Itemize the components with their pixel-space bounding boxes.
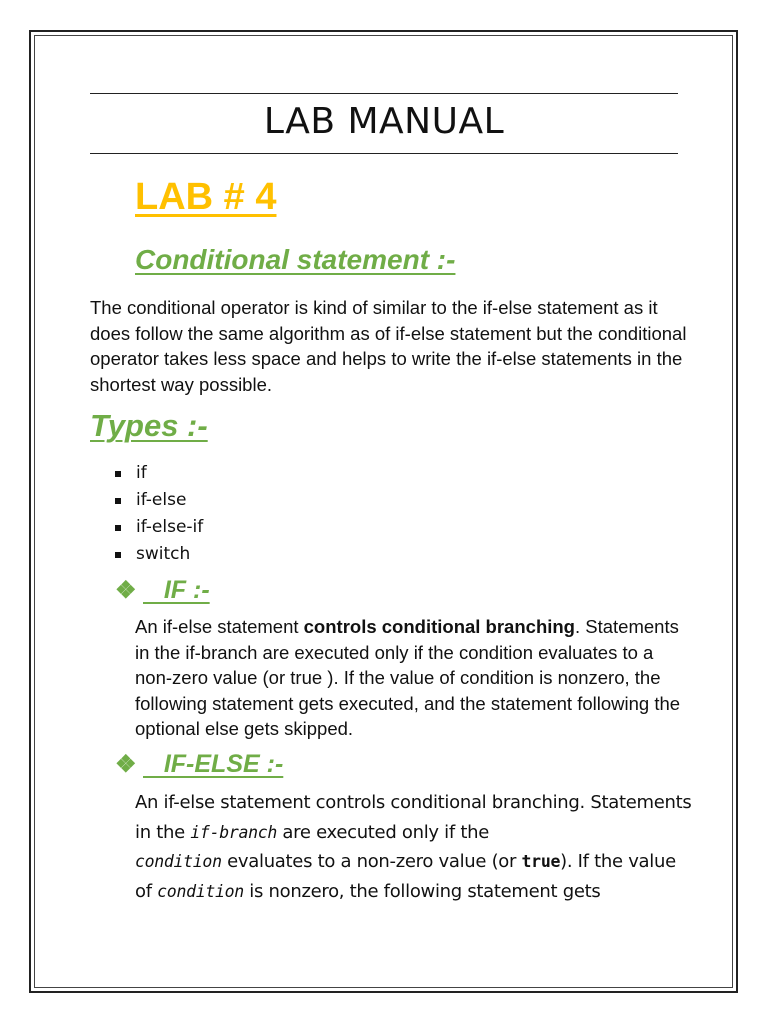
square-bullet-icon [115, 552, 121, 558]
list-item [115, 460, 203, 487]
diamond-ornament-icon: ❖ [115, 577, 137, 604]
code-term-bold: true [521, 852, 561, 871]
title-rule-top [90, 93, 678, 94]
square-bullet-icon [115, 498, 121, 504]
square-bullet-icon [115, 471, 121, 477]
section-heading-conditional: Conditional statement :- [135, 244, 456, 275]
if-text-part: . Statements in the if-branch are executed only if the condition evaluates to a non-zero value (or true ). If the value of condition is nonzero, the following statement gets executed, and the statement following the optional else gets skipped. [135, 616, 681, 739]
if-text-part: An if-else statement [135, 616, 304, 637]
types-heading: Types :- [90, 408, 208, 443]
if-else-text-part: evaluates to a non-zero value (or [221, 851, 522, 872]
list-item-label: if [136, 463, 147, 483]
title-rule-bottom [90, 153, 678, 154]
code-term: condition [157, 881, 244, 901]
if-else-paragraph [135, 788, 695, 906]
subheading-if [115, 576, 210, 605]
if-else-text-part: is nonzero, the following statement gets [243, 880, 601, 902]
code-term: if-branch [190, 822, 278, 842]
list-item [115, 514, 203, 541]
list-item-label: if-else-if [136, 517, 204, 537]
if-else-text-part: An if-else statement controls conditional branching. Statements in the [135, 792, 692, 843]
if-text-bold: controls conditional branching [303, 616, 575, 637]
list-item [115, 541, 203, 568]
subheading-if-label: IF :- [143, 576, 210, 604]
if-else-text-part: ). If the value of [135, 851, 676, 902]
subheading-if-else [115, 750, 283, 779]
diamond-ornament-icon: ❖ [115, 751, 137, 778]
code-term: condition [135, 852, 222, 871]
page-title: LAB MANUAL [263, 101, 505, 142]
square-bullet-icon [115, 525, 121, 531]
subheading-if-else-label: IF-ELSE :- [143, 750, 284, 778]
types-list [115, 460, 203, 568]
list-item-label: switch [136, 544, 191, 564]
list-item-label: if-else [136, 490, 187, 510]
if-else-text-part: are executed only if the [277, 821, 489, 843]
if-paragraph [135, 614, 695, 742]
intro-paragraph: The conditional operator is kind of similar to the if-else statement as it does follow the same algorithm as of if-else statement but the conditional operator takes less space and helps to write the if-else statements in the shortest way possible. [90, 297, 687, 395]
lab-number-heading: LAB # 4 [135, 176, 277, 218]
list-item [115, 487, 203, 514]
